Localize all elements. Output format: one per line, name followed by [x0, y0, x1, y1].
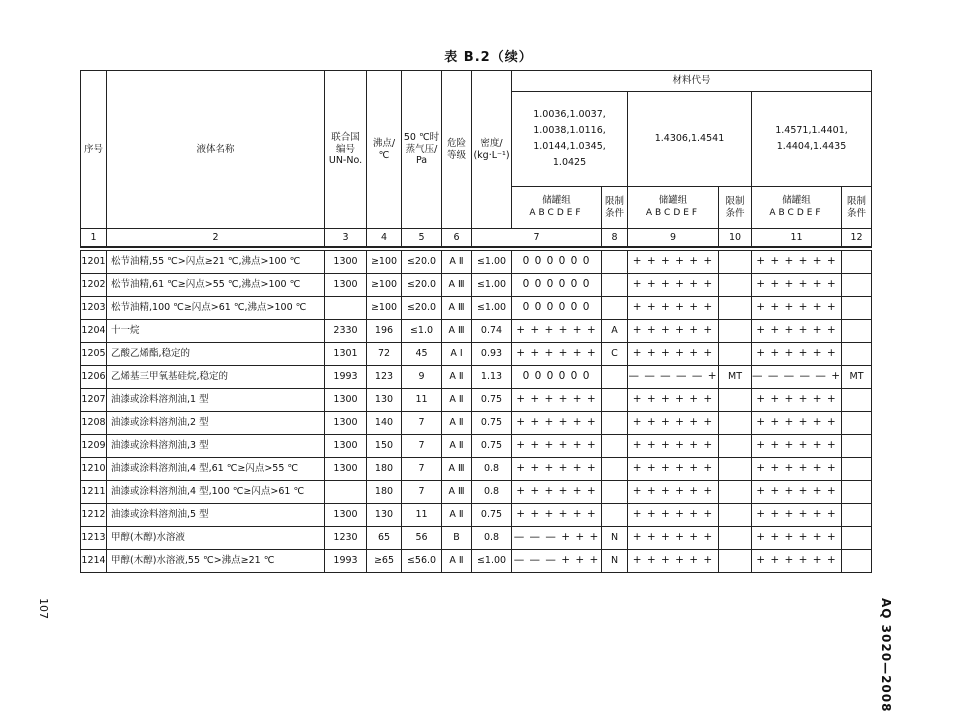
row-number: 1214	[81, 550, 107, 573]
limit-1	[602, 435, 628, 458]
vapor-pressure: 11	[402, 389, 442, 412]
row-number: 1205	[81, 343, 107, 366]
hazard-class: A Ⅲ	[442, 274, 472, 297]
limit-1	[602, 274, 628, 297]
limit-2	[719, 481, 752, 504]
tank-group-3: + + + + + +	[752, 527, 842, 550]
vapor-pressure: 56	[402, 527, 442, 550]
limit-2	[719, 550, 752, 573]
limit-2: MT	[719, 366, 752, 389]
hazard-class: B	[442, 527, 472, 550]
table-title: 表 B.2（续）	[444, 50, 533, 65]
table-row	[81, 458, 872, 481]
tank-group-2: + + + + + +	[628, 389, 719, 412]
limit-1	[602, 297, 628, 320]
table-row	[81, 251, 872, 274]
density: 0.75	[472, 412, 512, 435]
un-number: 1301	[325, 343, 367, 366]
limit-1	[602, 504, 628, 527]
col-number: 11	[752, 229, 842, 248]
limit-3	[842, 297, 872, 320]
row-number: 1211	[81, 481, 107, 504]
document-code: AQ 3020—2008	[879, 598, 893, 712]
limit-2	[719, 527, 752, 550]
limit-3	[842, 504, 872, 527]
tank-group-2: + + + + + +	[628, 320, 719, 343]
limit-2	[719, 320, 752, 343]
liquid-name: 油漆或涂料溶剂油,1 型	[107, 389, 325, 412]
tank-group-3: + + + + + +	[752, 343, 842, 366]
un-number: 2330	[325, 320, 367, 343]
un-number: 1300	[325, 458, 367, 481]
row-number: 1204	[81, 320, 107, 343]
table-row	[81, 481, 872, 504]
tank-group-1: 0 0 0 0 0 0	[512, 297, 602, 320]
table-row	[81, 527, 872, 550]
vapor-pressure: 9	[402, 366, 442, 389]
header-limit-2: 限制 条件	[719, 187, 752, 229]
density: ≤1.00	[472, 550, 512, 573]
hazard-class: A Ⅲ	[442, 481, 472, 504]
limit-3: MT	[842, 366, 872, 389]
un-number: 1300	[325, 504, 367, 527]
tank-group-3: + + + + + +	[752, 435, 842, 458]
limit-1: A	[602, 320, 628, 343]
vapor-pressure: 11	[402, 504, 442, 527]
tank-group-1: + + + + + +	[512, 343, 602, 366]
limit-3	[842, 527, 872, 550]
density: 0.8	[472, 481, 512, 504]
limit-3	[842, 389, 872, 412]
row-number: 1207	[81, 389, 107, 412]
limit-1: C	[602, 343, 628, 366]
boiling-point: 140	[367, 412, 402, 435]
liquid-name: 乙酸乙烯酯,稳定的	[107, 343, 325, 366]
col-number: 8	[602, 229, 628, 248]
limit-3	[842, 343, 872, 366]
tank-group-2: — — — — — +	[628, 366, 719, 389]
limit-1	[602, 481, 628, 504]
vapor-pressure: ≤56.0	[402, 550, 442, 573]
liquid-name: 油漆或涂料溶剂油,4 型,100 ℃≥闪点>61 ℃	[107, 481, 325, 504]
un-number: 1300	[325, 389, 367, 412]
table-row	[81, 297, 872, 320]
limit-3	[842, 481, 872, 504]
tank-group-2: + + + + + +	[628, 412, 719, 435]
density: ≤1.00	[472, 251, 512, 274]
tank-group-1: + + + + + +	[512, 320, 602, 343]
boiling-point: 65	[367, 527, 402, 550]
tank-group-1: 0 0 0 0 0 0	[512, 366, 602, 389]
liquid-name: 甲醇(木醇)水溶液	[107, 527, 325, 550]
tank-group-2: + + + + + +	[628, 251, 719, 274]
limit-2	[719, 389, 752, 412]
tank-group-3: + + + + + +	[752, 389, 842, 412]
liquid-name: 松节油精,61 ℃≥闪点>55 ℃,沸点>100 ℃	[107, 274, 325, 297]
hazard-class: A Ⅱ	[442, 412, 472, 435]
limit-1	[602, 458, 628, 481]
row-number: 1210	[81, 458, 107, 481]
hazard-class: A Ⅱ	[442, 550, 472, 573]
vapor-pressure: 45	[402, 343, 442, 366]
boiling-point: 123	[367, 366, 402, 389]
un-number: 1300	[325, 435, 367, 458]
row-number: 1212	[81, 504, 107, 527]
liquid-name: 油漆或涂料溶剂油,4 型,61 ℃≥闪点>55 ℃	[107, 458, 325, 481]
vapor-pressure: 7	[402, 412, 442, 435]
limit-3	[842, 251, 872, 274]
boiling-point: ≥65	[367, 550, 402, 573]
limit-3	[842, 435, 872, 458]
density: 0.8	[472, 458, 512, 481]
table-row	[81, 435, 872, 458]
tank-group-3: + + + + + +	[752, 320, 842, 343]
header-mat2: 1.4306,1.4541	[628, 92, 752, 187]
liquid-name: 油漆或涂料溶剂油,3 型	[107, 435, 325, 458]
hazard-class: A Ⅱ	[442, 366, 472, 389]
un-number	[325, 297, 367, 320]
header-limit-1: 限制 条件	[602, 187, 628, 229]
col-number: 10	[719, 229, 752, 248]
tank-group-3: + + + + + +	[752, 251, 842, 274]
limit-2	[719, 251, 752, 274]
limit-3	[842, 320, 872, 343]
un-number: 1993	[325, 366, 367, 389]
liquid-material-table	[80, 70, 872, 573]
boiling-point: 180	[367, 481, 402, 504]
limit-1	[602, 412, 628, 435]
tank-group-2: + + + + + +	[628, 550, 719, 573]
boiling-point: 130	[367, 389, 402, 412]
tank-group-3: + + + + + +	[752, 458, 842, 481]
tank-group-1: + + + + + +	[512, 481, 602, 504]
tank-group-2: + + + + + +	[628, 504, 719, 527]
tank-group-3: + + + + + +	[752, 481, 842, 504]
limit-3	[842, 412, 872, 435]
col-number: 3	[325, 229, 367, 248]
boiling-point: 196	[367, 320, 402, 343]
hazard-class: A Ⅰ	[442, 343, 472, 366]
hazard-class: A Ⅲ	[442, 320, 472, 343]
col-number: 7	[472, 229, 602, 248]
limit-3	[842, 458, 872, 481]
limit-1: N	[602, 527, 628, 550]
un-number: 1993	[325, 550, 367, 573]
boiling-point: 150	[367, 435, 402, 458]
col-number: 1	[81, 229, 107, 248]
tank-group-2: + + + + + +	[628, 343, 719, 366]
table-row	[81, 274, 872, 297]
tank-group-3: + + + + + +	[752, 550, 842, 573]
boiling-point: 72	[367, 343, 402, 366]
tank-group-2: + + + + + +	[628, 274, 719, 297]
limit-2	[719, 435, 752, 458]
un-number: 1300	[325, 251, 367, 274]
density: 0.75	[472, 389, 512, 412]
vapor-pressure: ≤1.0	[402, 320, 442, 343]
density: 1.13	[472, 366, 512, 389]
table-row	[81, 343, 872, 366]
header-tank-group-2: 储罐组 ABCDEF	[628, 187, 719, 229]
header-mat1: 1.0036,1.0037, 1.0038,1.0116, 1.0144,1.0345, 1.0425	[512, 92, 628, 187]
boiling-point: ≥100	[367, 274, 402, 297]
hazard-class: A Ⅲ	[442, 297, 472, 320]
liquid-name: 油漆或涂料溶剂油,2 型	[107, 412, 325, 435]
liquid-name: 乙烯基三甲氧基硅烷,稳定的	[107, 366, 325, 389]
row-number: 1208	[81, 412, 107, 435]
limit-3	[842, 274, 872, 297]
liquid-name: 松节油精,100 ℃≥闪点>61 ℃,沸点>100 ℃	[107, 297, 325, 320]
tank-group-2: + + + + + +	[628, 297, 719, 320]
header-un: 联合国 编号 UN-No.	[325, 71, 367, 229]
header-hazard: 危险 等级	[442, 71, 472, 229]
liquid-name: 十一烷	[107, 320, 325, 343]
limit-1	[602, 389, 628, 412]
row-number: 1202	[81, 274, 107, 297]
density: 0.93	[472, 343, 512, 366]
tank-group-2: + + + + + +	[628, 527, 719, 550]
row-number: 1201	[81, 251, 107, 274]
table-row	[81, 320, 872, 343]
col-number: 4	[367, 229, 402, 248]
density: 0.74	[472, 320, 512, 343]
col-number: 12	[842, 229, 872, 248]
header-density: 密度/ (kg·L⁻¹)	[472, 71, 512, 229]
vapor-pressure: 7	[402, 435, 442, 458]
hazard-class: A Ⅱ	[442, 389, 472, 412]
limit-3	[842, 550, 872, 573]
vapor-pressure: 7	[402, 458, 442, 481]
limit-1	[602, 366, 628, 389]
tank-group-1: 0 0 0 0 0 0	[512, 274, 602, 297]
table-row	[81, 412, 872, 435]
col-number: 2	[107, 229, 325, 248]
hazard-class: A Ⅱ	[442, 504, 472, 527]
tank-group-2: + + + + + +	[628, 458, 719, 481]
header-bp: 沸点/ ℃	[367, 71, 402, 229]
tank-group-1: + + + + + +	[512, 389, 602, 412]
vapor-pressure: ≤20.0	[402, 274, 442, 297]
density: 0.8	[472, 527, 512, 550]
limit-1	[602, 251, 628, 274]
col-number: 5	[402, 229, 442, 248]
tank-group-2: + + + + + +	[628, 481, 719, 504]
boiling-point: ≥100	[367, 251, 402, 274]
density: ≤1.00	[472, 274, 512, 297]
liquid-name: 甲醇(木醇)水溶液,55 ℃>沸点≥21 ℃	[107, 550, 325, 573]
tank-group-1: + + + + + +	[512, 412, 602, 435]
un-number: 1230	[325, 527, 367, 550]
col-number: 6	[442, 229, 472, 248]
header-mat3: 1.4571,1.4401, 1.4404,1.4435	[752, 92, 872, 187]
tank-group-3: + + + + + +	[752, 504, 842, 527]
hazard-class: A Ⅱ	[442, 251, 472, 274]
tank-group-1: + + + + + +	[512, 504, 602, 527]
page-number: 107	[37, 598, 50, 619]
header-tank-group-1: 储罐组 ABCDEF	[512, 187, 602, 229]
header-material-code: 材料代号	[512, 71, 872, 92]
limit-2	[719, 297, 752, 320]
header-seq: 序号	[81, 71, 107, 229]
liquid-name: 松节油精,55 ℃>闪点≥21 ℃,沸点>100 ℃	[107, 251, 325, 274]
table-row	[81, 366, 872, 389]
tank-group-3: + + + + + +	[752, 274, 842, 297]
un-number: 1300	[325, 412, 367, 435]
density: 0.75	[472, 435, 512, 458]
boiling-point: 180	[367, 458, 402, 481]
limit-2	[719, 274, 752, 297]
row-number: 1209	[81, 435, 107, 458]
un-number: 1300	[325, 274, 367, 297]
vapor-pressure: ≤20.0	[402, 297, 442, 320]
vapor-pressure: 7	[402, 481, 442, 504]
tank-group-1: + + + + + +	[512, 458, 602, 481]
limit-1: N	[602, 550, 628, 573]
tank-group-3: + + + + + +	[752, 412, 842, 435]
tank-group-1: + + + + + +	[512, 435, 602, 458]
header-tank-group-3: 储罐组 ABCDEF	[752, 187, 842, 229]
vapor-pressure: ≤20.0	[402, 251, 442, 274]
boiling-point: 130	[367, 504, 402, 527]
table-row	[81, 389, 872, 412]
density: 0.75	[472, 504, 512, 527]
row-number: 1206	[81, 366, 107, 389]
hazard-class: A Ⅱ	[442, 435, 472, 458]
header-name: 液体名称	[107, 71, 325, 229]
header-vp: 50 ℃时 蒸气压/ Pa	[402, 71, 442, 229]
tank-group-3: — — — — — +	[752, 366, 842, 389]
table-row	[81, 504, 872, 527]
tank-group-3: + + + + + +	[752, 297, 842, 320]
row-number: 1203	[81, 297, 107, 320]
limit-2	[719, 343, 752, 366]
liquid-name: 油漆或涂料溶剂油,5 型	[107, 504, 325, 527]
col-number: 9	[628, 229, 719, 248]
header-limit-3: 限制 条件	[842, 187, 872, 229]
table-row	[81, 550, 872, 573]
density: ≤1.00	[472, 297, 512, 320]
tank-group-1: 0 0 0 0 0 0	[512, 251, 602, 274]
limit-2	[719, 504, 752, 527]
un-number	[325, 481, 367, 504]
hazard-class: A Ⅲ	[442, 458, 472, 481]
limit-2	[719, 412, 752, 435]
row-number: 1213	[81, 527, 107, 550]
limit-2	[719, 458, 752, 481]
tank-group-1: — — — + + +	[512, 527, 602, 550]
tank-group-2: + + + + + +	[628, 435, 719, 458]
boiling-point: ≥100	[367, 297, 402, 320]
tank-group-1: — — — + + +	[512, 550, 602, 573]
